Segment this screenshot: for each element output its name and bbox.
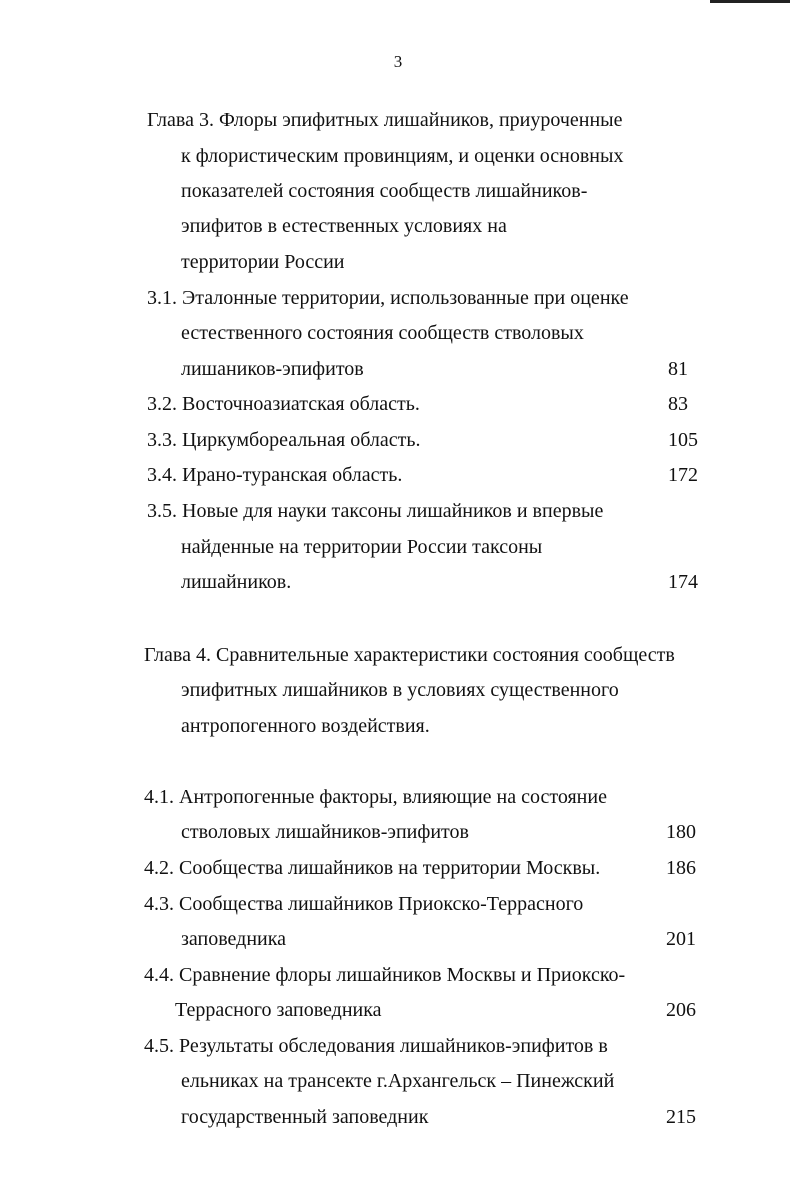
section-3-1-line-2: естественного состояния сообществ стволовых <box>181 322 584 344</box>
chapter-3-title-line-5: территории России <box>181 251 345 273</box>
section-3-1-line-3: лишаников-эпифитов <box>181 358 364 380</box>
section-4-3-line-1: 4.3. Сообщества лишайников Приокско-Террасного <box>144 893 584 915</box>
section-3-2-page: 83 <box>668 393 688 415</box>
section-4-3-page: 201 <box>666 928 696 950</box>
section-3-1-line-1: 3.1. Эталонные территории, использованные при оценке <box>147 287 629 309</box>
section-4-4-line-2: Террасного заповедника <box>175 999 382 1021</box>
chapter-4-title-line-3: антропогенного воздействия. <box>181 715 430 737</box>
chapter-3-title-line-3: показателей состояния сообществ лишайников- <box>181 180 588 202</box>
section-3-3-page: 105 <box>668 429 698 451</box>
section-3-4-title: 3.4. Ирано-туранская область. <box>147 464 403 486</box>
section-3-5-line-2: найденные на территории России таксоны <box>181 536 543 558</box>
section-4-3-line-2: заповедника <box>181 928 287 950</box>
section-4-5-line-1: 4.5. Результаты обследования лишайников-эпифитов в <box>144 1035 608 1057</box>
section-4-5-page: 215 <box>666 1106 696 1128</box>
section-3-3-title: 3.3. Циркумбореальная область. <box>147 429 421 451</box>
section-4-2-title: 4.2. Сообщества лишайников на территории Москвы. <box>144 857 601 879</box>
scan-edge-mark <box>710 0 790 3</box>
section-3-5-line-1: 3.5. Новые для науки таксоны лишайников и впервые <box>147 500 604 522</box>
section-4-1-line-1: 4.1. Антропогенные факторы, влияющие на состояние <box>144 786 607 808</box>
chapter-4-title-line-1: Глава 4. Сравнительные характеристики состояния сообществ <box>144 644 675 666</box>
section-3-1-page: 81 <box>668 358 688 380</box>
chapter-3-title-line-2: к флористическим провинциям, и оценки основных <box>181 145 624 167</box>
page-number: 3 <box>393 52 403 71</box>
section-4-4-page: 206 <box>666 999 696 1021</box>
chapter-3-title-line-1: Глава 3. Флоры эпифитных лишайников, приуроченные <box>147 109 623 131</box>
section-3-4-page: 172 <box>668 464 698 486</box>
section-4-1-line-2: стволовых лишайников-эпифитов <box>181 821 469 843</box>
section-4-2-page: 186 <box>666 857 696 879</box>
section-3-5-line-3: лишайников. <box>181 571 292 593</box>
section-3-2-title: 3.2. Восточноазиатская область. <box>147 393 420 415</box>
section-4-1-page: 180 <box>666 821 696 843</box>
chapter-3-title-line-4: эпифитов в естественных условиях на <box>181 215 507 237</box>
section-3-5-page: 174 <box>668 571 698 593</box>
section-4-4-line-1: 4.4. Сравнение флоры лишайников Москвы и Приокско- <box>144 964 626 986</box>
section-4-5-line-3: государственный заповедник <box>181 1106 429 1128</box>
chapter-4-title-line-2: эпифитных лишайников в условиях существенного <box>181 679 619 701</box>
section-4-5-line-2: ельниках на трансекте г.Архангельск – Пинежский <box>181 1070 615 1092</box>
